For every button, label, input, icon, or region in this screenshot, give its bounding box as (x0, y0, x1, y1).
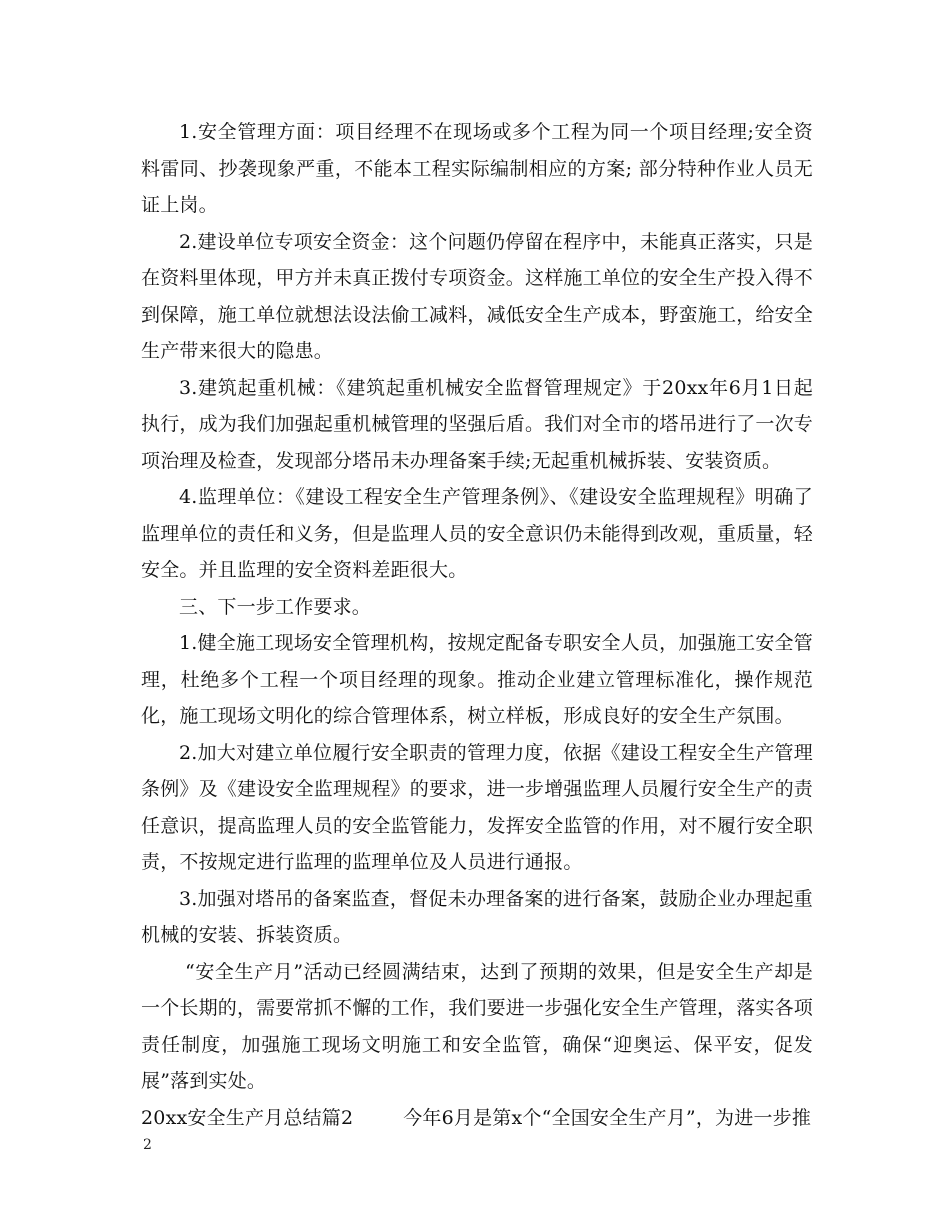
paragraph-safety-management: 1.安全管理方面：项目经理不在现场或多个工程为同一个项目经理;安全资料雷同、抄袭现象严重，不能本工程实际编制相应的方案; 部分特种作业人员无证上岗。 (141, 121, 813, 216)
paragraph-conclusion: “安全生产月”活动已经圆满结束，达到了预期的效果，但是安全生产却是一个长期的，需要常抓不懈的工作，我们要进一步强化安全生产管理，落实各项责任制度，加强施工现场文明施工和安全监管，确保“迎奥运、保平安，促发展”落到实处。 (141, 960, 814, 1092)
paragraph-supervision-units: 4.监理单位：《建设工程安全生产管理条例》、《建设安全监理规程》明确了监理单位的责任和义务，但是监理人员的安全意识仍未能得到改观，重质量，轻安全。并且监理的安全资料差距很大。 (141, 486, 814, 581)
document-body (141, 114, 813, 1136)
paragraph-tower-crane-filing: 3.加强对塔吊的备案监查，督促未办理备案的进行备案，鼓励企业办理起重机械的安装、拆装资质。 (141, 887, 813, 946)
page-number: 2 (143, 1137, 152, 1153)
next-section-title: 20xx安全生产月总结篇2 (141, 1106, 354, 1129)
paragraph-lifting-machinery: 3.建筑起重机械：《建筑起重机械安全监督管理规定》于20xx年6月1日起执行，成为我们加强起重机械管理的坚强后盾。我们对全市的塔吊进行了一次专项治理及检查，发现部分塔吊未办理备案手续;无起重机械拆装、安装资质。 (141, 376, 814, 472)
next-section-lead: 今年6月是第x个“全国安全生产月”，为进一步推 (403, 1106, 812, 1129)
paragraph-supervision-responsibility: 2.加大对建立单位履行安全职责的管理力度，依据《建设工程安全生产管理条例》及《建设安全监理规程》的要求，进一步增强监理人员履行安全生产的责任意识，提高监理人员的安全监管能力，发挥安全监管的作用，对不履行安全职责，不按规定进行监理的监理单位及人员进行通报。 (141, 741, 814, 873)
paragraph-special-safety-funds: 2.建设单位专项安全资金：这个问题仍停留在程序中，未能真正落实，只是在资料里体现，甲方并未真正拨付专项资金。这样施工单位的安全生产投入得不到保障，施工单位就想法设法偷工减料，减低安全生产成本，野蛮施工，给安全生产带来很大的隐患。 (141, 230, 814, 362)
section-heading-next-steps: 三、下一步工作要求。 (179, 595, 372, 618)
paragraph-site-safety-organization: 1.健全施工现场安全管理机构，按规定配备专职安全人员，加强施工安全管理，杜绝多个工程一个项目经理的现象。推动企业建立管理标准化，操作规范化，施工现场文明化的综合管理体系，树立样板，形成良好的安全生产氛围。 (141, 632, 813, 727)
next-section-line (141, 1100, 813, 1137)
